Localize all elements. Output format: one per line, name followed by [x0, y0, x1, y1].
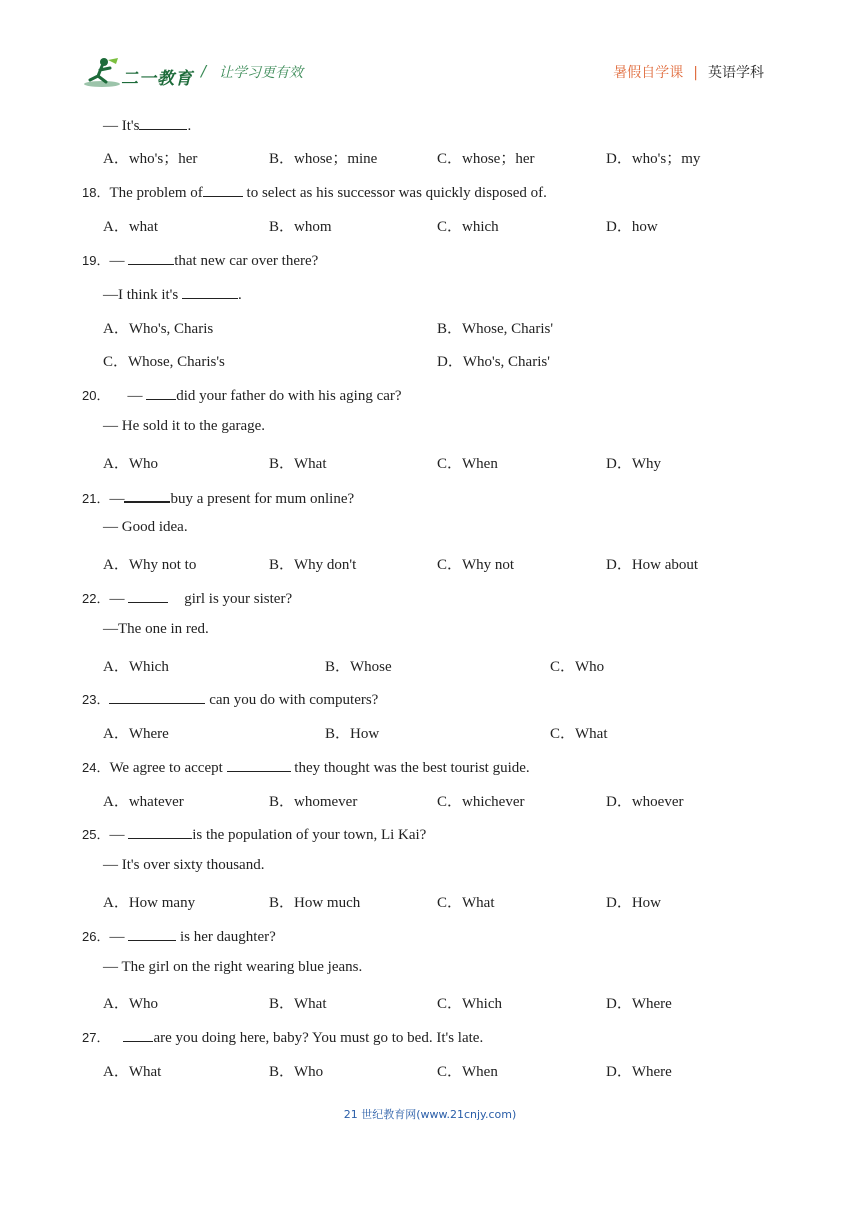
blank [227, 756, 291, 772]
question-number: 22． [82, 591, 110, 606]
blank [182, 283, 238, 299]
option-b[interactable]: B．Whose, Charis' [437, 321, 554, 337]
option-c[interactable]: C．whichever [437, 794, 525, 810]
option-d[interactable]: D．How [606, 895, 661, 911]
q22-stem: 22．— girl is your sister? [82, 587, 292, 608]
option-b[interactable]: B．whose；mine [269, 151, 378, 167]
q23-stem: 23． can you do with computers? [82, 688, 378, 709]
option-a[interactable]: A．Which [103, 659, 169, 675]
question-number: 23． [82, 692, 110, 707]
option-b[interactable]: B．whomever [269, 794, 358, 810]
blank [124, 486, 170, 503]
option-a[interactable]: A．Where [103, 726, 169, 742]
blank [128, 823, 192, 839]
page-header [0, 0, 860, 100]
option-c[interactable]: C．Why not [437, 557, 515, 573]
option-d[interactable]: D．Where [606, 996, 672, 1012]
blank [139, 114, 187, 130]
option-b[interactable]: B．Whose [325, 659, 392, 675]
option-c[interactable]: C．What [437, 895, 495, 911]
subject-label: 英语学科 [708, 65, 764, 81]
blank [128, 249, 174, 265]
question-number: 27． [82, 1030, 110, 1045]
q20-stem: 20． — did your father do with his aging car? [82, 384, 402, 405]
q21-stem: 21．— buy a present for mum online? [82, 486, 354, 508]
blank [128, 925, 176, 941]
q17-answer-line: — It's . [103, 114, 191, 135]
q21-answer-line: — Good idea. [103, 519, 188, 535]
header-slogan: 让学习更有效 [219, 65, 303, 81]
q26-answer-line: — The girl on the right wearing blue jeans. [103, 959, 363, 975]
option-c[interactable]: C．Whose, Charis's [103, 354, 225, 370]
question-number: 25． [82, 827, 110, 842]
option-a[interactable]: A．Who [103, 996, 158, 1012]
q25-answer-line: — It's over sixty thousand. [103, 857, 265, 873]
option-b[interactable]: B．Why don't [269, 557, 357, 573]
option-a[interactable]: A．Who [103, 456, 158, 472]
option-d[interactable]: D．how [606, 219, 658, 235]
blank [128, 587, 168, 603]
option-b[interactable]: B．What [269, 996, 327, 1012]
q20-answer-line: — He sold it to the garage. [103, 418, 266, 434]
option-b[interactable]: B．whom [269, 219, 332, 235]
logo-text: 二一教育 [121, 69, 193, 89]
q27-stem: 27． are you doing here, baby? You must go to bed. It's late. [82, 1026, 483, 1047]
option-a[interactable]: A．Why not to [103, 557, 197, 573]
question-number: 19． [82, 253, 110, 268]
option-b[interactable]: B．What [269, 456, 327, 472]
blank [123, 1026, 153, 1042]
blank [146, 384, 176, 400]
q18-stem: 18．The problem of to select as his successor was quickly disposed of. [82, 181, 547, 202]
header-slash: / [201, 62, 207, 80]
option-d[interactable]: D．Why [606, 456, 661, 472]
q25-stem: 25．— is the population of your town, Li Kai? [82, 823, 426, 844]
blank [109, 688, 205, 704]
option-a[interactable]: A．what [103, 219, 158, 235]
option-a[interactable]: A．How many [103, 895, 196, 911]
question-number: 24． [82, 760, 110, 775]
q24-stem: 24．We agree to accept they thought was the best tourist guide. [82, 756, 530, 777]
option-d[interactable]: D．who's；my [606, 151, 701, 167]
question-number: 21． [82, 491, 110, 506]
page-footer[interactable]: 21 世纪教育网(www.21cnjy.com) [343, 1108, 517, 1121]
q19-answer-line: —I think it's . [103, 283, 242, 304]
q26-stem: 26．— is her daughter? [82, 925, 276, 946]
q22-answer-line: —The one in red. [103, 621, 209, 637]
option-c[interactable]: C．Who [550, 659, 605, 675]
option-b[interactable]: B．Who [269, 1064, 324, 1080]
question-number: 20． [82, 388, 110, 403]
blank [203, 181, 243, 197]
option-c[interactable]: C．Which [437, 996, 502, 1012]
option-a[interactable]: A．who's；her [103, 151, 198, 167]
option-b[interactable]: B．How much [269, 895, 361, 911]
option-b[interactable]: B．How [325, 726, 380, 742]
option-a[interactable]: A．whatever [103, 794, 184, 810]
option-d[interactable]: D．Where [606, 1064, 672, 1080]
q19-stem: 19．— that new car over there? [82, 249, 318, 270]
header-course-info [613, 62, 764, 82]
option-a[interactable]: A．Who's, Charis [103, 321, 214, 337]
option-c[interactable]: C．When [437, 1064, 498, 1080]
option-c[interactable]: C．whose；her [437, 151, 535, 167]
header-separator: | [693, 65, 698, 81]
option-c[interactable]: C．What [550, 726, 608, 742]
course-label: 暑假自学课 [613, 65, 684, 81]
option-c[interactable]: C．which [437, 219, 499, 235]
option-a[interactable]: A．What [103, 1064, 162, 1080]
option-d[interactable]: D．How about [606, 557, 699, 573]
option-d[interactable]: D．whoever [606, 794, 684, 810]
option-c[interactable]: C．When [437, 456, 498, 472]
question-number: 26． [82, 929, 110, 944]
question-number: 18． [82, 185, 110, 200]
option-d[interactable]: D．Who's, Charis' [437, 354, 550, 370]
